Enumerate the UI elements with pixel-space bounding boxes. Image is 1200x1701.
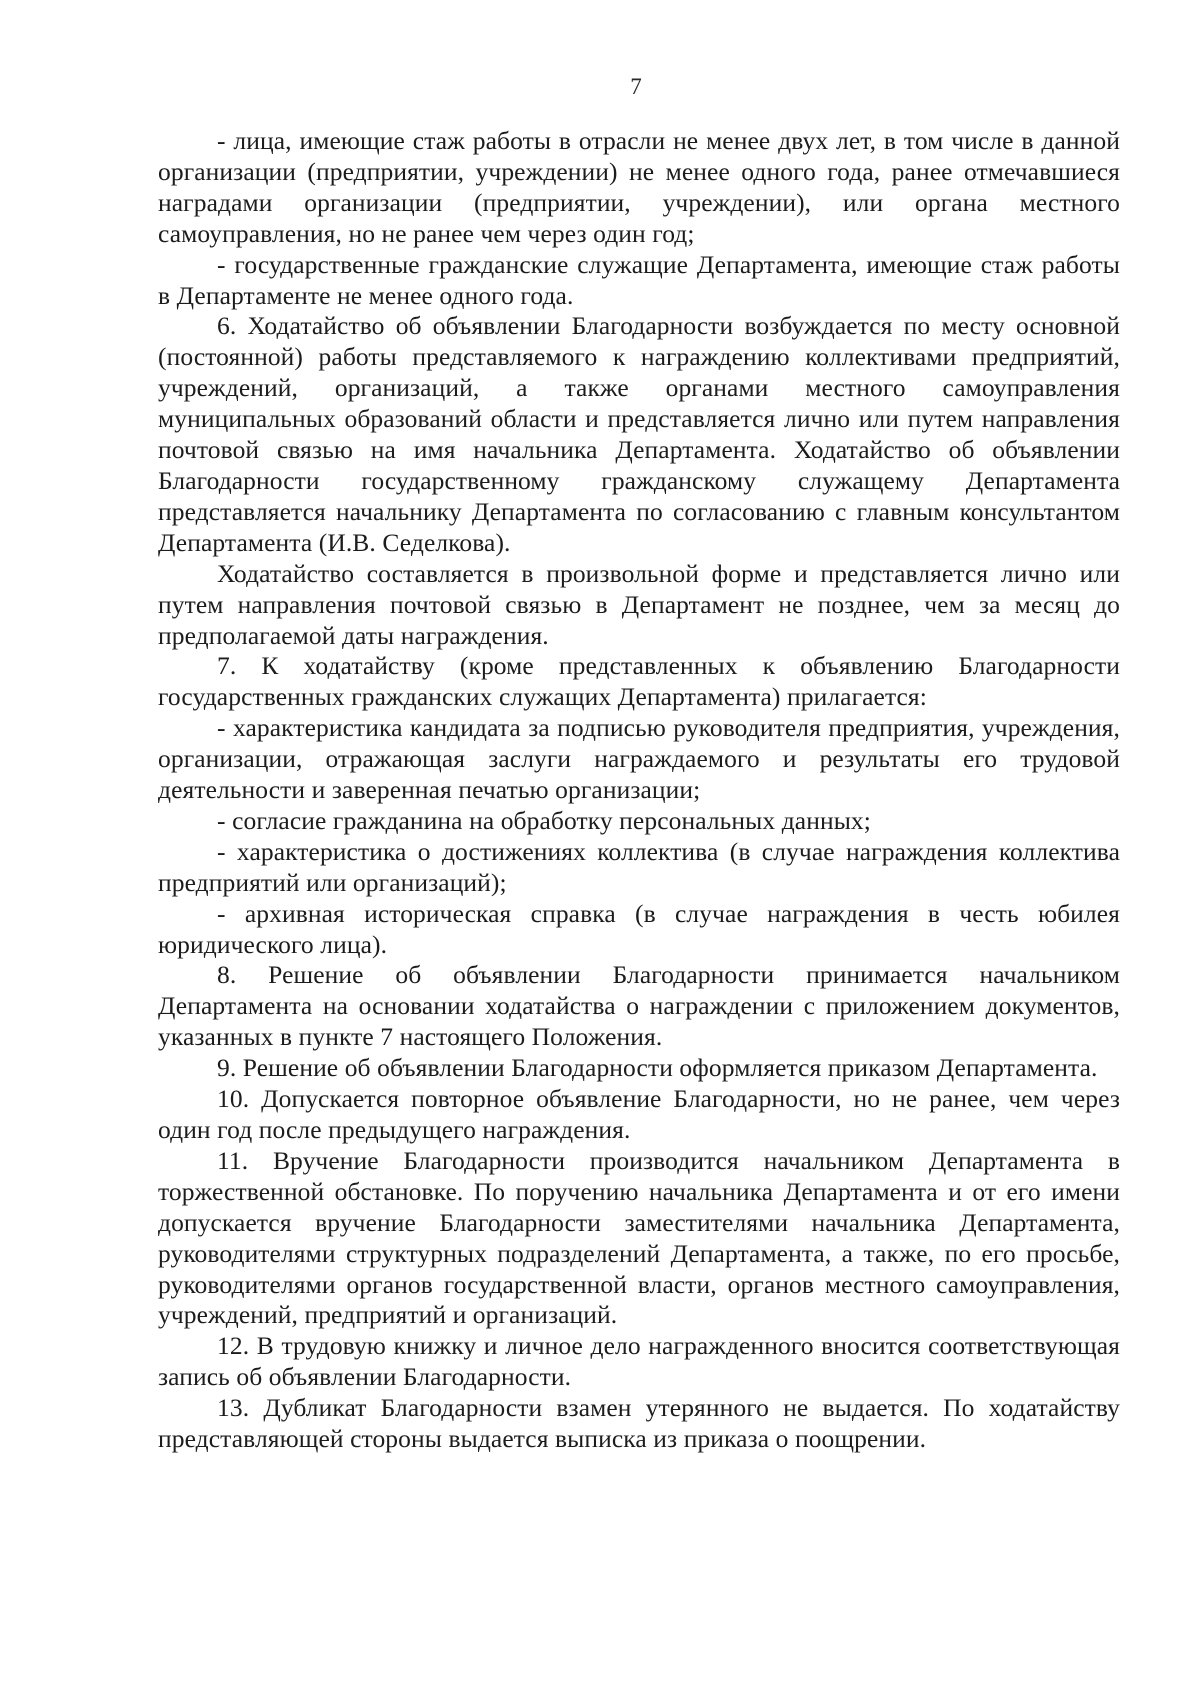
paragraph: 9. Решение об объявлении Благодарности оформляется приказом Департамента. bbox=[217, 1053, 1098, 1083]
paragraph: 12. В трудовую книжку и личное дело награжденного вносится соответствующая запись об объявлении Благодарности. bbox=[158, 1331, 1120, 1392]
paragraph: Ходатайство составляется в произвольной форме и представляется лично или путем направления почтовой связью в Департамент не позднее, чем за месяц до предполагаемой даты награждения. bbox=[158, 558, 1120, 650]
paragraph: - характеристика о достижениях коллектива (в случае награждения коллектива предприятий или организаций); bbox=[158, 836, 1120, 897]
page-number: 7 bbox=[630, 74, 642, 99]
paragraph: 7. К ходатайству (кроме представленных к объявлению Благодарности государственных гражданских служащих Департамента) прилагается: bbox=[158, 651, 1120, 712]
paragraph: - характеристика кандидата за подписью руководителя предприятия, учреждения, организации, отражающая заслуги награждаемого и результаты его трудовой деятельности и заверенная печатью организации; bbox=[158, 713, 1120, 805]
paragraph: 10. Допускается повторное объявление Благодарности, но не ранее, чем через один год после предыдущего награждения. bbox=[158, 1084, 1120, 1144]
paragraph: - архивная историческая справка (в случае награждения в честь юбилея юридического лица). bbox=[158, 898, 1120, 959]
paragraph: 8. Решение об объявлении Благодарности принимается начальником Департамента на основании ходатайства о награждении с приложением документов, указанных в пункте 7 настоящего Положения. bbox=[158, 960, 1120, 1052]
paragraph: 13. Дубликат Благодарности взамен утерянного не выдается. По ходатайству представляющей стороны выдается выписка из приказа о поощрении. bbox=[158, 1393, 1120, 1454]
paragraph: - государственные гражданские служащие Департамента, имеющие стаж работы в Департаменте не менее одного года. bbox=[158, 249, 1120, 310]
paragraph: - лица, имеющие стаж работы в отрасли не менее двух лет, в том числе в данной организации (предприятии, учреждении) не менее одного года, ранее отмечавшиеся наградами организации (предприятии, учреждении), или органа местного самоуправления, но не ранее чем через один год; bbox=[158, 126, 1120, 248]
paragraph: 11. Вручение Благодарности производится начальником Департамента в торжественной обстановке. По поручению начальника Департамента и от его имени допускается вручение Благодарности заместителями начальника Департамента, руководителями структурных подразделений Департамента, а также, по его просьбе, руководителями органов государственной власти, органов местного самоуправления, учреждений, предприятий и организаций. bbox=[158, 1145, 1120, 1330]
document-body bbox=[158, 126, 1120, 1455]
paragraph: 6. Ходатайство об объявлении Благодарности возбуждается по месту основной (постоянной) работы представляемого к награждению коллективами предприятий, учреждений, организаций, а также органами местного самоуправления муниципальных образований области и представляется лично или путем направления почтовой связью на имя начальника Департамента. Ходатайство об объявлении Благодарности государственному гражданскому служащему Департамента представляется начальнику Департамента по согласованию с главным консультантом Департамента (И.В. Седелкова). bbox=[158, 311, 1120, 557]
paragraph: - согласие гражданина на обработку персональных данных; bbox=[217, 805, 871, 835]
